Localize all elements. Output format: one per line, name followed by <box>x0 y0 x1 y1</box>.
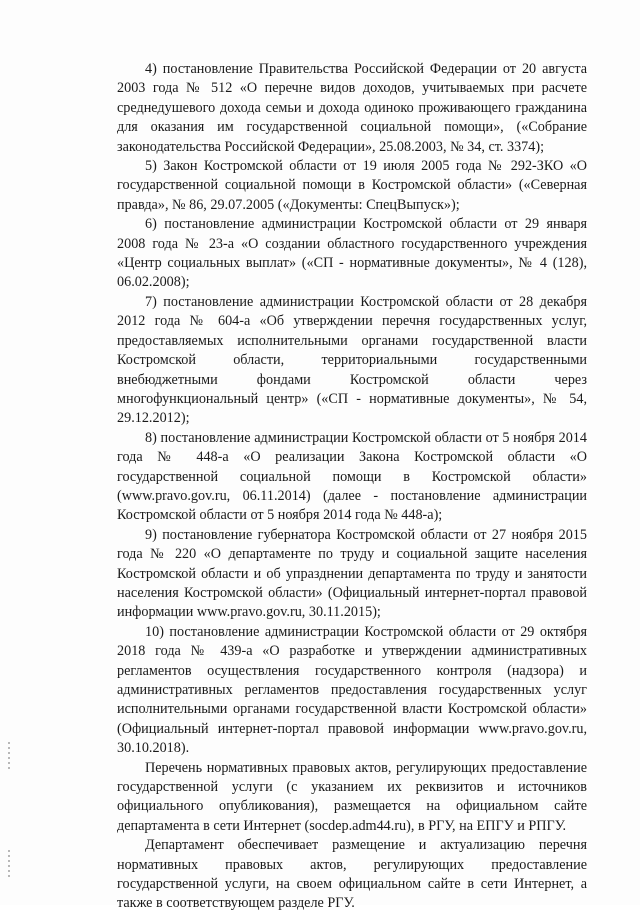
paragraph-item-5: 5) Закон Костромской области от 19 июля 2005 года № 292-ЗКО «О государственной социальной помощи в Костромской области» («Северная правда», № 86, 29.07.2005 («Документы: СпецВыпуск»); <box>117 158 587 213</box>
paragraph-department: Департамент обеспечивает размещение и актуализацию перечня нормативных правовых актов, регулирующих предоставление государственной услуги, на своем официальном сайте в сети Интернет, а также в соответствующем разделе РГУ. <box>117 837 587 912</box>
paragraph-item-10: 10) постановление администрации Костромской области от 29 октября 2018 года № 439-а «О разработке и утверждении административных регламентов осуществления государственного контроля (надзора) и административных регламентов предоставления государственных услуг исполнительными органами государственной власти Костромской области» (Официальный интернет-портал правовой информации www.pravo.gov.ru, 30.10.2018). <box>117 623 587 757</box>
paragraph-acts-list: Перечень нормативных правовых актов, регулирующих предоставление государственной услуги (с указанием их реквизитов и источников официального опубликования), размещается на официальном сайте департамента в сети Интернет (socdep.adm44.ru), в РГУ, на ЕПГУ и РПГУ. <box>117 759 587 834</box>
paragraph-item-9: 9) постановление губернатора Костромской области от 27 ноября 2015 года № 220 «О департаменте по труду и социальной защите населения Костромской области и об упразднении департамента по труду и занятости населения Костромской области» (Официальный интернет-портал правовой информации www.pravo.gov.ru, 30.11.2015); <box>117 526 587 621</box>
paragraph-item-7: 7) постановление администрации Костромской области от 28 декабря 2012 года № 604-а «Об утверждении перечня государственных услуг, предоставляемых исполнительными органами государственной власти Костромской области, территориальными государственными внебюджетными фондами Костромской области через многофункциональный центр» («СП - нормативные документы», № 54, 29.12.2012); <box>117 293 587 427</box>
paragraph-item-6: 6) постановление администрации Костромской области от 29 января 2008 года № 23-а «О создании областного государственного учреждения «Центр социальных выплат» («СП - нормативные документы», № 4 (128), 06.02.2008); <box>117 216 587 291</box>
paragraph-item-8: 8) постановление администрации Костромской области от 5 ноября 2014 года № 448-а «О реализации Закона Костромской области «О государственной социальной помощи в Костромской области» (www.pravo.gov.ru, 06.11.2014) (далее - постановление администрации Костромской области от 5 ноября 2014 года № 448-а); <box>117 429 587 524</box>
scan-margin-mark <box>8 742 10 770</box>
document-body <box>117 60 587 914</box>
scan-margin-mark <box>8 850 10 880</box>
paragraph-item-4: 4) постановление Правительства Российской Федерации от 20 августа 2003 года № 512 «О перечне видов доходов, учитываемых при расчете среднедушевого дохода семьи и дохода одиноко проживающего гражданина для оказания им государственной социальной помощи», («Собрание законодательства Российской Федерации», 25.08.2003, № 34, ст. 3374); <box>117 61 587 155</box>
